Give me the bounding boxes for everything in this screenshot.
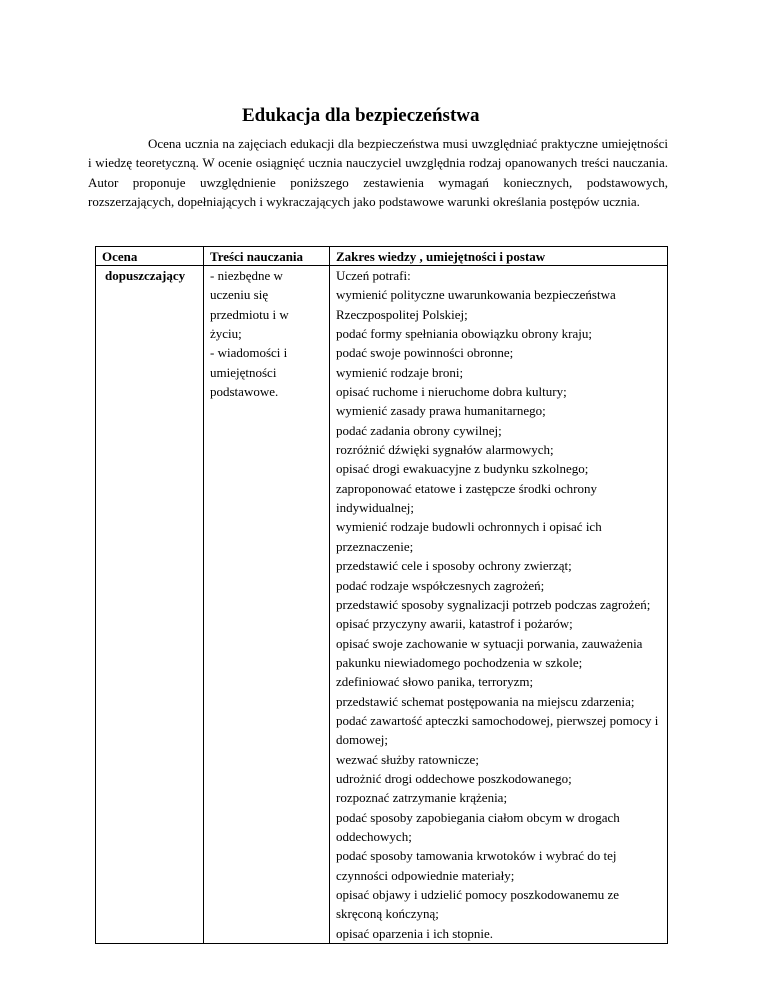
skills-item: wezwać służby ratownicze; — [336, 751, 479, 767]
skills-item: zdefiniować słowo panika, terroryzm; — [336, 674, 534, 690]
content-line: - niezbędne w — [210, 268, 283, 283]
skills-item: podać rodzaje współczesnych zagrożeń; — [336, 577, 545, 593]
content-line: przedmiotu i w — [210, 306, 289, 322]
content-line: życiu; — [210, 326, 242, 342]
skills-item: wymienić rodzaje broni; — [336, 364, 464, 380]
skills-item: wymienić zasady prawa humanitarnego; — [336, 403, 546, 419]
intro-paragraph: Ocena ucznia na zajęciach edukacji dla bezpieczeństwa musi uwzględniać praktyczne umiejętności i wiedzę teoretyczną. W ocenie osiągnięć ucznia nauczyciel uwzględnia rodzaj opanowanych treści nauczania. Autor proponuje uwzględnienie poniższego zestawienia wymagań koniecznych, podstawowych, rozszerzających, dopełniających i wykraczających jako podstawowe warunki określania postępów ucznia. — [88, 136, 668, 210]
skills-item: Uczeń potrafi: — [336, 268, 411, 283]
grade-cell — [96, 266, 204, 944]
grade-value: dopuszczający — [105, 268, 186, 283]
skills-item: rozróżnić dźwięki sygnałów alarmowych; — [336, 442, 554, 458]
header-content: Treści nauczania — [204, 247, 330, 266]
table-row — [96, 266, 668, 944]
skills-item: wymienić rodzaje budowli ochronnych i opisać ich przeznaczenie; — [336, 519, 602, 554]
content-cell — [204, 266, 330, 944]
skills-item: udrożnić drogi oddechowe poszkodowanego; — [336, 770, 572, 786]
content-line: umiejętności — [210, 364, 277, 380]
requirements-table — [95, 246, 668, 944]
skills-item: opisać ruchome i nieruchome dobra kultury; — [336, 384, 567, 400]
page-title: Edukacja dla bezpieczeństwa — [242, 105, 480, 126]
skills-item: wymienić polityczne uwarunkowania bezpieczeństwa Rzeczpospolitej Polskiej; — [336, 287, 616, 322]
skills-item: opisać oparzenia i ich stopnie. — [336, 925, 494, 941]
skills-item: rozpoznać zatrzymanie krążenia; — [336, 790, 508, 806]
skills-item: zaproponować etatowe i zastępcze środki ochrony indywidualnej; — [336, 480, 597, 516]
skills-item: przedstawić sposoby sygnalizacji potrzeb podczas zagrożeń; — [336, 596, 651, 612]
header-skills: Zakres wiedzy , umiejętności i postaw — [330, 247, 668, 266]
skills-item: podać zawartość apteczki samochodowej, pierwszej pomocy i domowej; — [336, 712, 659, 748]
skills-item: opisać objawy i udzielić pomocy poszkodowanemu ze skręconą kończyną; — [336, 887, 620, 922]
skills-item: przedstawić cele i sposoby ochrony zwierząt; — [336, 558, 572, 574]
table-header-row — [96, 247, 668, 266]
content-line: - wiadomości i — [210, 345, 288, 361]
skills-item: podać zadania obrony cywilnej; — [336, 422, 502, 438]
skills-item: podać formy spełniania obowiązku obrony kraju; — [336, 326, 592, 342]
skills-item: opisać przyczyny awarii, katastrof i pożarów; — [336, 616, 573, 632]
skills-item: opisać swoje zachowanie w sytuacji porwania, zauważenia pakunku niewiadomego pochodzenia w szkole; — [336, 635, 643, 670]
skills-item: podać sposoby tamowania krwotoków i wybrać do tej czynności odpowiednie materiały; — [336, 848, 617, 883]
skills-item: opisać drogi ewakuacyjne z budynku szkolnego; — [336, 461, 589, 477]
skills-item: podać sposoby zapobiegania ciałom obcym w drogach oddechowych; — [336, 809, 620, 844]
skills-cell — [330, 266, 668, 944]
header-grade: Ocena — [96, 247, 204, 266]
skills-item: przedstawić schemat postępowania na miejscu zdarzenia; — [336, 693, 635, 709]
content-line: podstawowe. — [210, 384, 279, 400]
content-line: uczeniu się — [210, 287, 269, 303]
skills-item: podać swoje powinności obronne; — [336, 345, 514, 361]
